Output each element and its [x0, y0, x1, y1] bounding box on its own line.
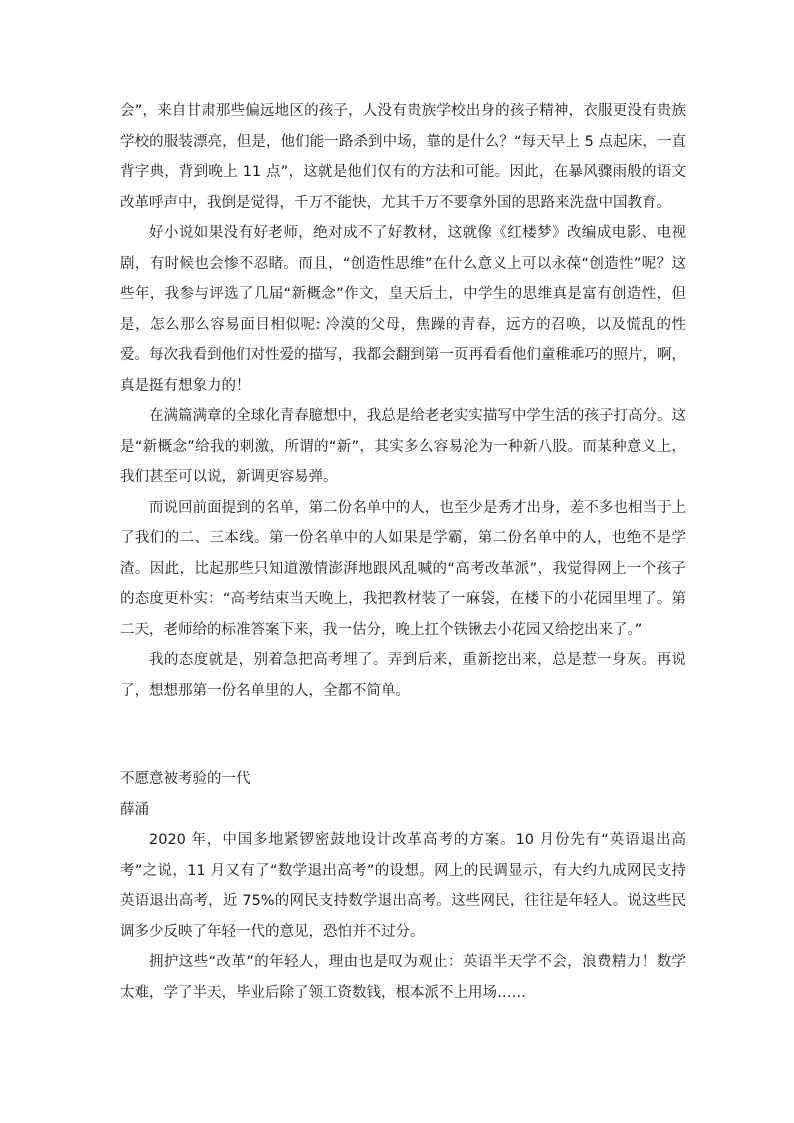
paragraph-2: 好小说如果没有好老师，绝对成不了好教材，这就像《红楼梦》改编成电影、电视剧，有时候也会惨不忍睹。而且，“创造性思维”在什么意义上可以永葆“创造性”呢？这些年，我参与评选了几届“新概念”作文，皇天后土，中学生的思维真是富有创造性，但是，怎么那么容易面目相似呢: 冷漠的父母，焦躁的青春，远方的召唤，以及慌乱的性爱。每次我看到他们对性爱的描写，我都会翻到第一页再看看他们童稚乖巧的照片，啊，真是挺有想象力的！ [120, 225, 686, 394]
paragraph-1: 会”，来自甘肃那些偏远地区的孩子，人没有贵族学校出身的孩子精神，衣服更没有贵族学校的服装漂亮，但是，他们能一路杀到中场，靠的是什么？“每天早上 5 点起床，一直背字典，背到晚上 11 点”，这就是他们仅有的方法和可能。因此，在暴风骤雨般的语文改革呼声中，我倒是觉得，千万不能快，尤其千万不要拿外国的思路来洗盘中国教育。 [120, 103, 686, 211]
paragraph-7: 拥护这些“改革”的年轻人，理由也是叹为观止：英语半天学不会，浪费精力！数学太难，学了半天，毕业后除了领工资数钱，根本派不上用场…… [120, 954, 686, 1001]
section-gap [120, 706, 686, 764]
document-page [120, 96, 686, 1008]
paragraph-5: 我的态度就是，别着急把高考埋了。弄到后来，重新挖出来，总是惹一身灰。再说了，想想那第一份名单里的人，全都不简单。 [120, 652, 686, 699]
paragraph-3: 在满篇满章的全球化青春臆想中，我总是给老老实实描写中学生活的孩子打高分。这是“新概念”给我的刺激，所谓的“新”，其实多么容易沦为一种新八股。而某种意义上，我们甚至可以说，新调更容易弹。 [120, 408, 686, 485]
article-author: 薛涌 [120, 801, 149, 818]
paragraph-6: 2020 年，中国多地紧锣密鼓地设计改革高考的方案。10 月份先有“英语退出高考”之说，11 月又有了“数学退出高考”的设想。网上的民调显示，有大约九成网民支持英语退出高考，近 75%的网民支持数学退出高考。这些网民，往往是年轻人。说这些民调多少反映了年轻一代的意见，恐怕并不过分。 [120, 832, 686, 940]
article-title: 不愿意被考验的一代 [120, 771, 251, 787]
paragraph-4: 而说回前面提到的名单，第二份名单中的人，也至少是秀才出身，差不多也相当于上了我们的二、三本线。第一份名单中的人如果是学霸，第二份名单中的人，也绝不是学渣。因此，比起那些只知道激情澎湃地跟风乱喊的“高考改革派”，我觉得网上一个孩子的态度更朴实：“高考结束当天晚上，我把教材装了一麻袋，在楼下的小花园里埋了。第二天，老师给的标准答案下来，我一估分，晚上扛个铁锹去小花园又给挖出来了。” [120, 499, 686, 638]
